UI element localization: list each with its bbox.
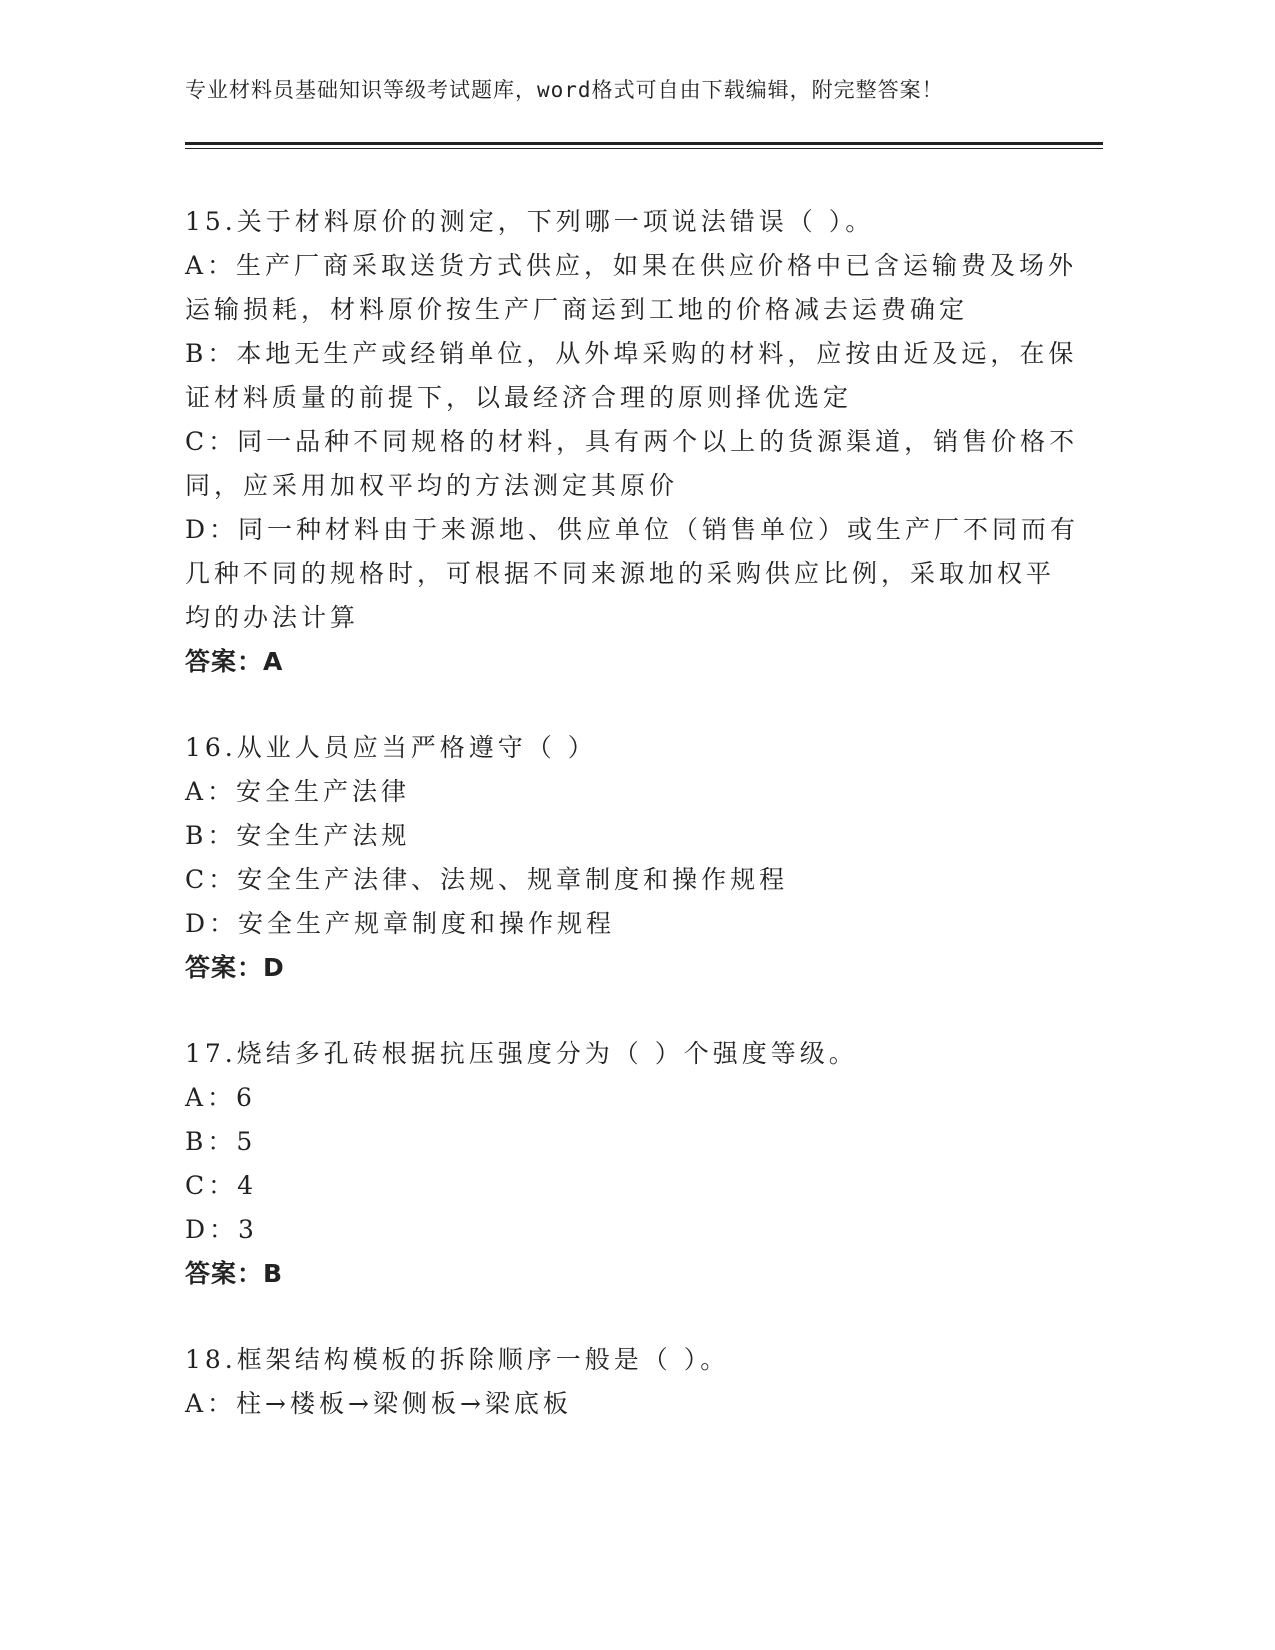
option-line: B：安全生产法规 bbox=[185, 821, 411, 850]
option-line: 同，应采用加权平均的方法测定其原价 bbox=[185, 471, 679, 500]
option-line: D：3 bbox=[185, 1215, 258, 1244]
option-line: A：柱→楼板→梁侧板→梁底板 bbox=[185, 1389, 572, 1418]
option-line: B：本地无生产或经销单位，从外埠采购的材料，应按由近及远，在保 bbox=[185, 339, 1078, 368]
option-line: 均的办法计算 bbox=[185, 603, 360, 632]
question-16 bbox=[185, 726, 1065, 990]
option-line: C：安全生产法律、法规、规章制度和操作规程 bbox=[185, 865, 789, 894]
answer-label: 答案：D bbox=[185, 953, 285, 982]
option-line: C：4 bbox=[185, 1171, 258, 1200]
question-stem: 15.关于材料原价的测定，下列哪一项说法错误（ ）。 bbox=[185, 207, 875, 236]
question-list bbox=[185, 200, 1080, 1468]
question-18 bbox=[185, 1338, 1065, 1426]
document-header: 专业材料员基础知识等级考试题库，word格式可自由下载编辑，附完整答案！ bbox=[185, 78, 944, 102]
option-line: B：5 bbox=[185, 1127, 257, 1156]
option-line: 运输损耗，材料原价按生产厂商运到工地的价格减去运费确定 bbox=[185, 295, 969, 324]
option-line: 几种不同的规格时，可根据不同来源地的采购供应比例，采取加权平 bbox=[185, 559, 1056, 588]
answer-label: 答案：B bbox=[185, 1259, 284, 1288]
option-line: C：同一品种不同规格的材料，具有两个以上的货源渠道，销售价格不 bbox=[185, 427, 1079, 456]
question-15 bbox=[185, 200, 1080, 684]
option-line: A：6 bbox=[185, 1083, 256, 1112]
option-line: D：安全生产规章制度和操作规程 bbox=[185, 909, 616, 938]
header-rule-thin bbox=[185, 148, 1103, 149]
question-stem: 18.框架结构模板的拆除顺序一般是（ ）。 bbox=[185, 1345, 730, 1374]
question-17 bbox=[185, 1032, 1065, 1296]
option-line: A：安全生产法律 bbox=[185, 777, 411, 806]
option-line: 证材料质量的前提下，以最经济合理的原则择优选定 bbox=[185, 383, 853, 412]
header-rule-thick bbox=[185, 142, 1103, 145]
question-stem: 16.从业人员应当严格遵守（ ） bbox=[185, 733, 597, 762]
option-line: A：生产厂商采取送货方式供应，如果在供应价格中已含运输费及场外 bbox=[185, 251, 1078, 280]
answer-label: 答案：A bbox=[185, 647, 284, 676]
question-stem: 17.烧结多孔砖根据抗压强度分为（ ）个强度等级。 bbox=[185, 1039, 858, 1068]
option-line: D：同一种材料由于来源地、供应单位（销售单位）或生产厂不同而有 bbox=[185, 515, 1080, 544]
